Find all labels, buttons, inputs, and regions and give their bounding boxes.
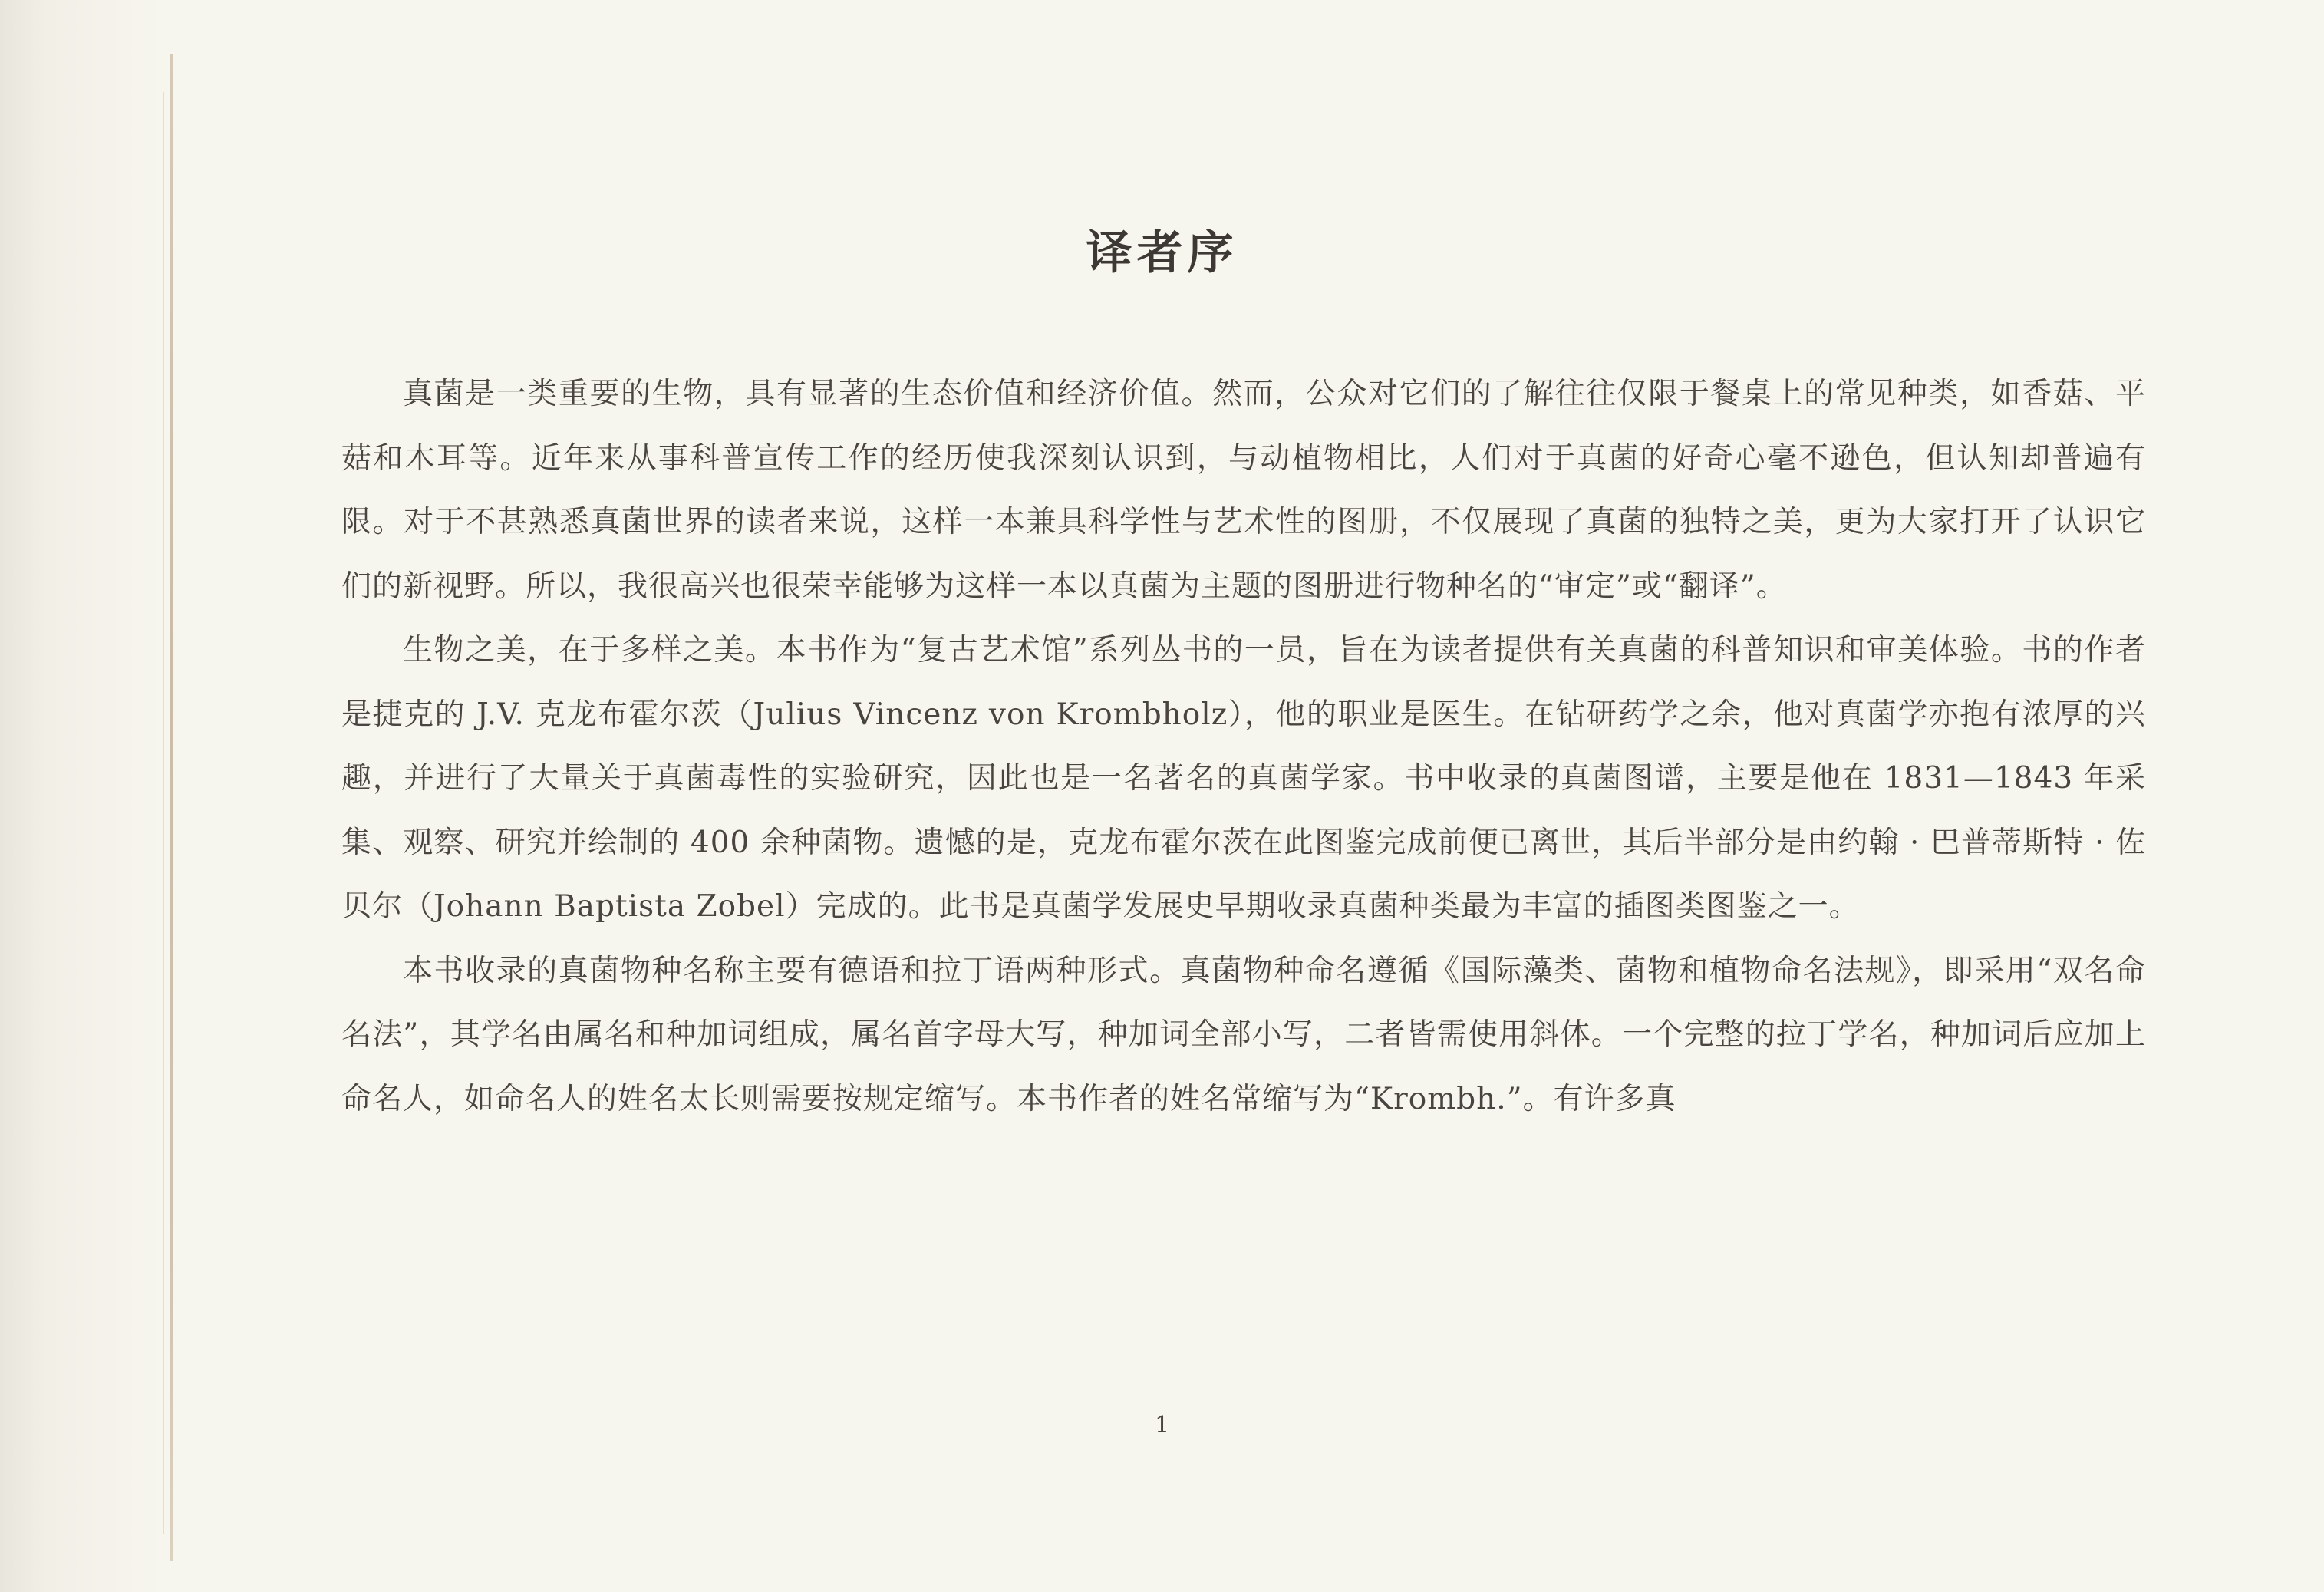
page-number: 1 <box>1154 1412 1170 1439</box>
binding-edge-inner <box>163 92 164 1534</box>
paragraph-3: 本书收录的真菌物种名称主要有德语和拉丁语两种形式。真菌物种命名遵循《国际藻类、菌物和植物命名法规》，即采用“双名命名法”，其学名由属名和种加词组成，属名首字母大写，种加词全部小写，二者皆需使用斜体。一个完整的拉丁学名，种加词后应加上命名人，如命名人的姓名太长则需要按规定缩写。本书作者的姓名常缩写为“Krombh.”。有许多真 <box>341 953 2146 1116</box>
paragraph-1: 真菌是一类重要的生物，具有显著的生态价值和经济价值。然而，公众对它们的了解往往仅限于餐桌上的常见种类，如香菇、平菇和木耳等。近年来从事科普宣传工作的经历使我深刻认识到，与动植物相比，人们对于真菌的好奇心毫不逊色，但认知却普遍有限。对于不甚熟悉真菌世界的读者来说，这样一本兼具科学性与艺术性的图册，不仅展现了真菌的独特之美，更为大家打开了认识它们的新视野。所以，我很高兴也很荣幸能够为这样一本以真菌为主题的图册进行物种名的“审定”或“翻译”。 <box>341 377 2146 604</box>
paragraph-2: 生物之美，在于多样之美。本书作为“复古艺术馆”系列丛书的一员，旨在为读者提供有关真菌的科普知识和审美体验。书的作者是捷克的 J.V. 克龙布霍尔茨（Julius Vincenz von Krombholz），他的职业是医生。在钻研药学之余，他对真菌学亦抱有浓厚的兴趣，并进行了大量关于真菌毒性的实验研究，因此也是一名著名的真菌学家。书中收录的真菌图谱，主要是他在 1831—1843 年采集、观察、研究并绘制的 400 余种菌物。遗憾的是，克龙布霍尔茨在此图鉴完成前便已离世，其后半部分是由约翰 · 巴普蒂斯特 · 佐贝尔（Johann Baptista Zobel）完成的。此书是真菌学发展史早期收录真菌种类最为丰富的插图类图鉴之一。 <box>341 633 2146 924</box>
body-text <box>341 362 2146 1131</box>
page-title: 译者序 <box>1086 226 1238 280</box>
